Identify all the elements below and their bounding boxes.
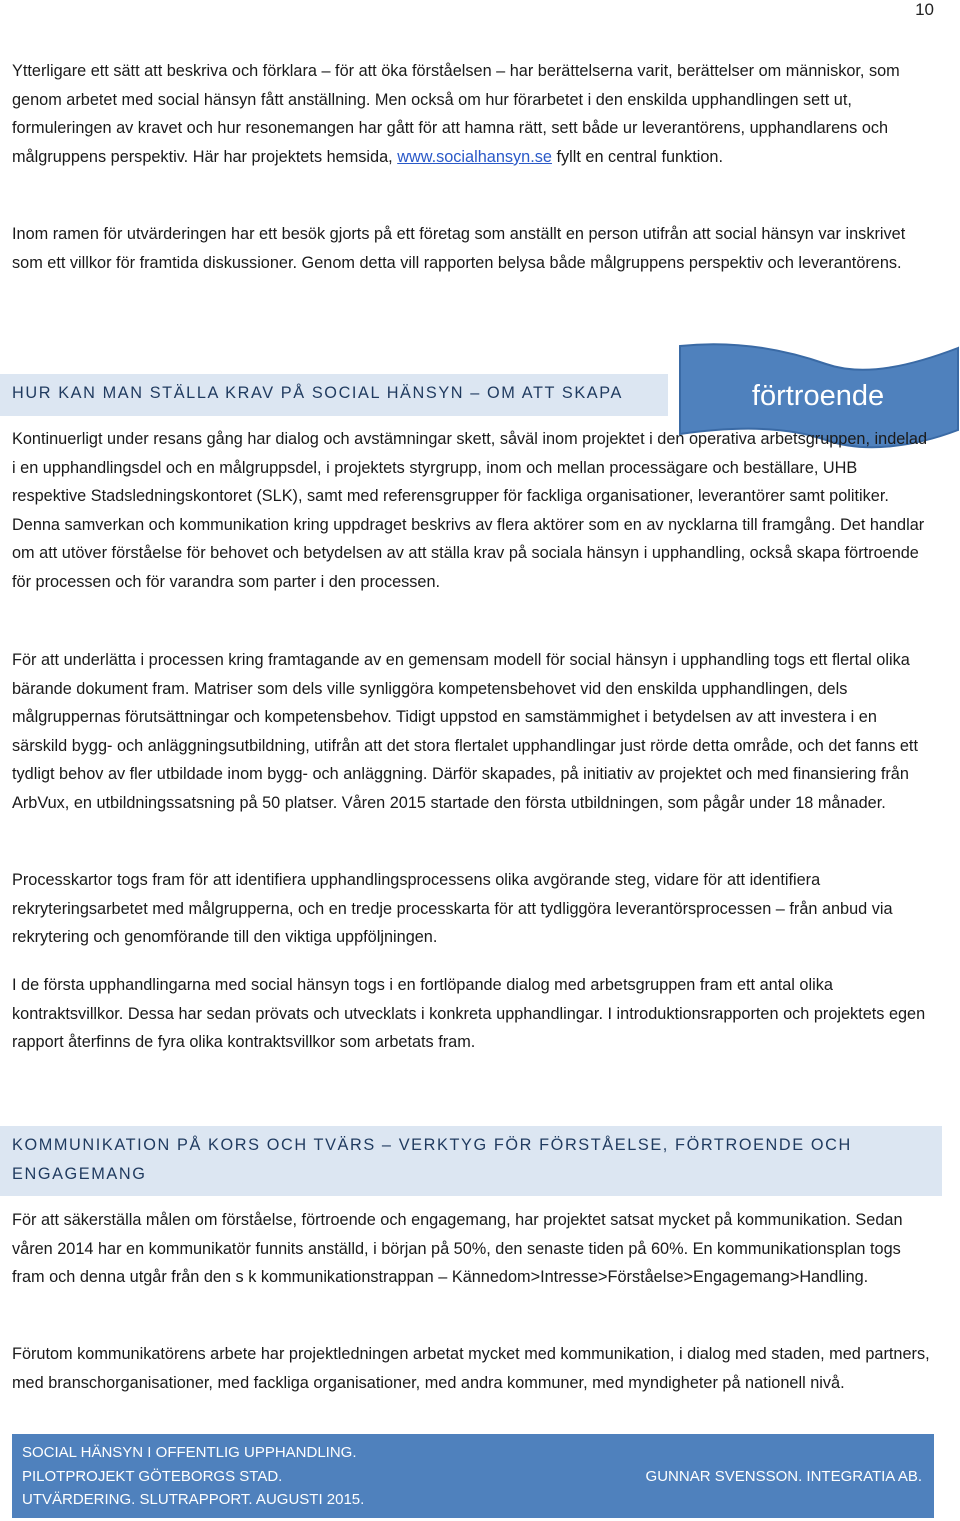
footer-line-2: PILOTPROJEKT GÖTEBORGS STAD. bbox=[22, 1467, 283, 1485]
section-heading-1: HUR KAN MAN STÄLLA KRAV PÅ SOCIAL HÄNSYN – OM ATT SKAPA bbox=[12, 384, 623, 402]
section-heading-2: KOMMUNIKATION PÅ KORS OCH TVÄRS – VERKTYG FÖR FÖRSTÅELSE, FÖRTROENDE OCH ENGAGEMANG bbox=[12, 1136, 852, 1183]
website-link[interactable]: www.socialhansyn.se bbox=[397, 147, 552, 166]
intro-paragraph-2: Inom ramen för utvärderingen har ett besök gjorts på ett företag som anställt en person utifrån att social hänsyn var inskrivet som ett villkor för framtida diskussioner. Genom detta vill rapporten belysa både målgruppens perspektiv och leverantörens. bbox=[12, 225, 906, 272]
intro-paragraph-1 bbox=[12, 57, 932, 171]
footer-line-1: SOCIAL HÄNSYN I OFFENTLIG UPPHANDLING. bbox=[22, 1444, 357, 1461]
section1-paragraph-4: I de första upphandlingarna med social hänsyn togs i en fortlöpande dialog med arbetsgruppen fram ett antal olika kontraktsvillkor. Dessa har sedan prövats och utvecklats i konkreta upphandlingar. I introduktionsrapporten och projektets egen rapport återfinns de fyra olika kontraktsvillkor som arbetats fram. bbox=[12, 976, 926, 1052]
page-number: 10 bbox=[915, 0, 934, 19]
footer-author: GUNNAR SVENSSON. INTEGRATIA AB. bbox=[645, 1468, 922, 1485]
section1-paragraph-3: Processkartor togs fram för att identifiera upphandlingsprocessens olika avgörande steg, vidare för att identifiera rekryteringsarbetet med målgrupperna, och en tredje processkarta för att tydliggöra leverantörsprocessen – från anbud via rekrytering och genomförande till den viktiga uppföljningen. bbox=[12, 871, 893, 947]
section1-paragraph-1 bbox=[12, 425, 932, 597]
section1-paragraph-1-text: Kontinuerligt under resans gång har dialog och avstämningar skett, såväl inom projektet i den operativa arbetsgruppen, indelad i en upphandlingsdel och en målgruppsdel, i projektets styrgrupp, inom och mellan processägare och beställare, UHB respektive Stadsledningskontoret (SLK), samt med referensgrupper för fackliga organisationer, leverantörer samt politiker. Denna samverkan och kommunikation kring uppdraget beskrivs av flera aktörer som en av nycklarna till framgång. Det handlar om att utöver förståelse för behovet och betydelsen av att ställa krav på sociala hänsyn i upphandling, också skapa förtroende för processen och för varandra som parter i den processen. bbox=[12, 430, 928, 591]
banner-word: förtroende bbox=[751, 380, 885, 412]
intro-paragraph-1-text-b: fyllt en central funktion. bbox=[551, 147, 723, 166]
section2-paragraph-2: Förutom kommunikatörens arbete har projektledningen arbetat mycket med kommunikation, i dialog med staden, med partners, med branschorganisationer, med fackliga organisationer, med andra kommuner, med myndigheter på nationell nivå. bbox=[12, 1345, 930, 1392]
section2-paragraph-1: För att säkerställa målen om förståelse, förtroende och engagemang, har projektet satsat mycket på kommunikation. Sedan våren 2014 har en kommunikatör funnits anställd, i början på 50%, den senaste tiden på 60%. En kommunikationsplan togs fram och denna utgår från den s k kommunikationstrappan – Kännedom>Intresse>Förståelse>Engagemang>Handling. bbox=[12, 1211, 903, 1287]
page-footer bbox=[12, 1434, 934, 1518]
intro-paragraph-1-text-a: Ytterligare ett sätt att beskriva och förklara – för att öka förståelsen – har berättelserna varit, berättelser om människor, som genom arbetet med social hänsyn fått anställning. Men också om hur förarbetet i den enskilda upphandlingen sett ut, formuleringen av kravet och hur resonemangen har gått för att hamna rätt, sett både ur leverantörens, upphandlarens och målgruppens perspektiv. Här har projektets hemsida, bbox=[12, 62, 900, 166]
footer-line-3: UTVÄRDERING. SLUTRAPPORT. AUGUSTI 2015. bbox=[22, 1491, 365, 1508]
footer-title-block bbox=[22, 1441, 364, 1512]
section1-paragraph-2: För att underlätta i processen kring framtagande av en gemensam modell för social hänsyn i upphandling togs ett flertal olika bärande dokument fram. Matriser som dels ville synliggöra kompetensbehovet vid den enskilda upphandlingen, dels målgruppernas förutsättningar och kompetensbehov. Tidigt uppstod en samstämmighet i betydelsen av att investera i en särskild bygg- och anläggningsutbildning, utifrån att det stora flertalet upphandlingar just rörde detta område, och det fanns ett tydligt behov av fler utbildade inom bygg- och anläggning. Därför skapades, på initiativ av projektet och med finansiering från ArbVux, en utbildningssatsning på 50 platser. Våren 2015 startade den första utbildningen, som pågår under 18 månader. bbox=[12, 651, 918, 812]
